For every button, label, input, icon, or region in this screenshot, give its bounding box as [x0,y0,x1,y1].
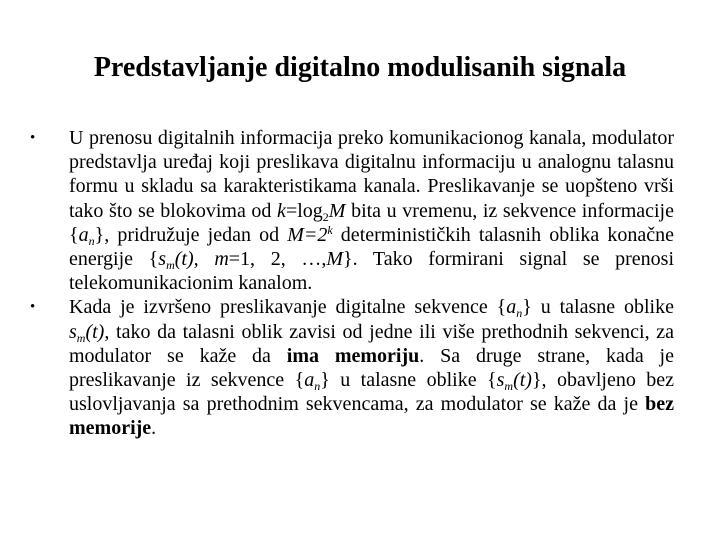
bullet-list [28,126,674,441]
text-run: }, obavljeno bez uslovljavanja sa prethodnim sekvencama, za modulator se kaže da je [69,369,675,416]
text-run: =log [285,199,323,222]
math-m: m [214,248,229,271]
math-M: M [326,248,344,271]
bold-term: bez memorije [69,393,674,440]
text-run: bita u vremenu, iz sekvence informacije { [69,199,674,246]
math-subscript-n: n [314,379,321,394]
math-t: (t), [174,248,199,271]
math-k: k [277,199,286,222]
math-s: s [158,248,167,271]
math-subscript-m: m [76,330,86,345]
text-run: determinističkih talasnih oblika konačne energije { [69,223,674,271]
text-run: =1, 2, …, [228,248,327,271]
math-a: a [78,223,89,246]
math-s: s [69,320,77,343]
math-subscript-n: n [516,306,523,321]
text-run: }. Tako formirani signal se prenosi telekomunikacionim kanalom. [69,248,675,295]
text-run: Kada je izvršeno preslikavanje digitalne sekvence { [69,296,507,319]
text-run: } u talasne oblike { [320,369,497,392]
bullet-item-1 [28,126,674,295]
math-a: a [304,369,315,392]
text-run: } u talasne oblike [522,296,674,319]
bullet-icon: • [30,299,36,316]
bullet-icon: • [30,130,36,146]
math-subscript-m: m [504,379,514,394]
bullet-item-2 [28,295,674,440]
text-run: , tako da talasni oblik zavisi od jedne ili više prethodnih sekvenci, za modulator se kaže da [69,320,674,367]
bold-term: ima memoriju [286,344,420,367]
math-subscript-m: m [166,258,175,273]
math-t: (t) [513,369,532,392]
math-M: M [328,199,346,222]
text-run: }, pridružuje jedan od [94,223,288,246]
math-a: a [506,296,517,319]
text-run: U prenosu digitalnih informacija preko komunikacionog kanala, modulator predstavlja uređaj koji preslikava digitalnu informaciju u analognu talasnu formu u skladu sa karakteristikama kanala. Preslikavanje se uopšteno vrši tako što se blokovima od [69,127,674,222]
text-run: . Sa druge strane, kada je preslikavanje iz sekvence { [69,344,674,392]
math-t: (t) [85,320,105,343]
slide-title: Predstavljanje digitalno modulisanih signala [93,52,627,83]
math-subscript: 2 [322,209,329,224]
math-M-eq: M=2 [287,223,328,246]
math-s: s [496,369,505,392]
math-subscript-n: n [88,233,95,248]
text-run: . [151,417,157,440]
math-superscript-k: k [327,222,333,237]
